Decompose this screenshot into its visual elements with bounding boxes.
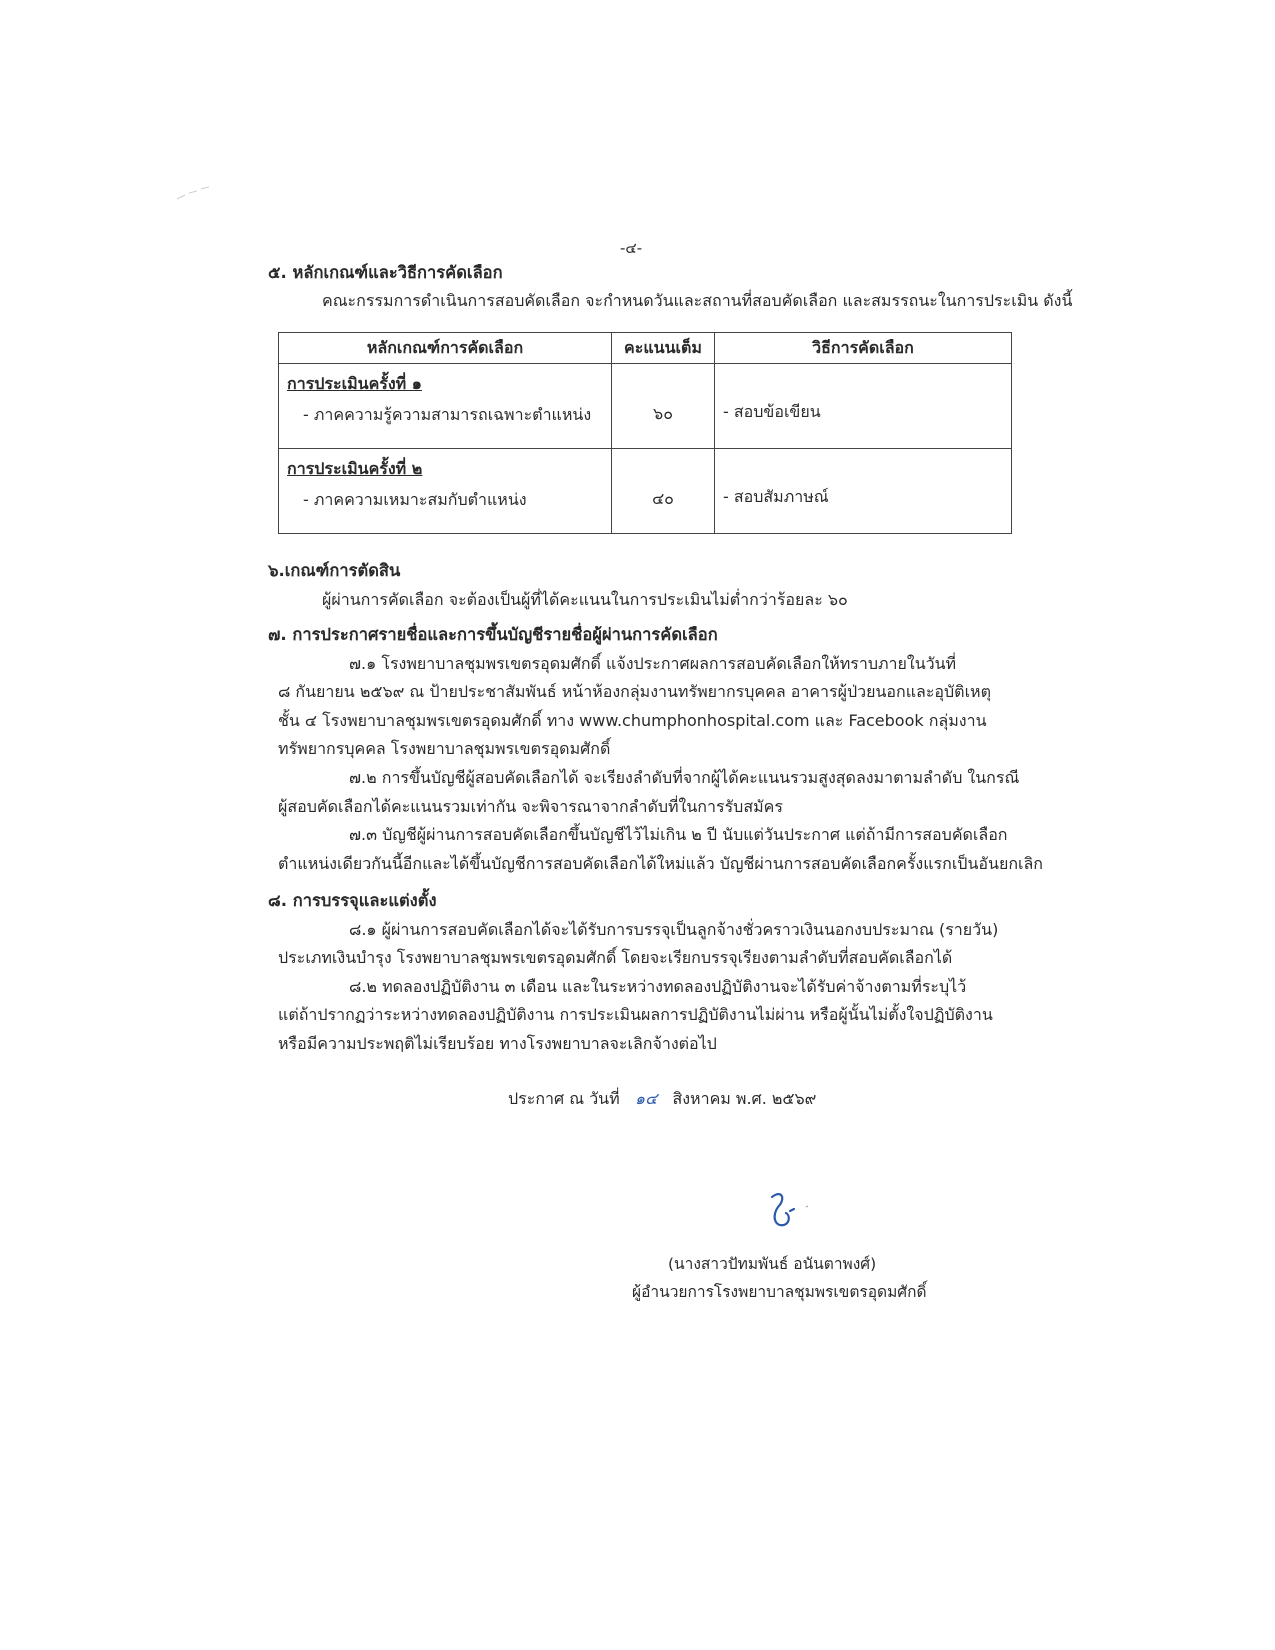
- section7-3-line: ๗.๓ บัญชีผู้ผ่านการสอบคัดเลือกขึ้นบัญชีไว้ไม่เกิน ๒ ปี นับแต่วันประกาศ แต่ถ้ามีการสอบคัดเลือก: [349, 825, 1008, 844]
- signatory-position: ผู้อำนวยการโรงพยาบาลชุมพรเขตรอุดมศักดิ์: [632, 1283, 927, 1301]
- section7-3-line: ตำแหน่งเดียวกันนี้อีกและได้ขึ้นบัญชีการสอบคัดเลือกได้ใหม่แล้ว บัญชีผ่านการสอบคัดเลือกครั้งแรกเป็นอันยกเลิก: [278, 854, 1043, 873]
- scan-smudge: [175, 185, 215, 205]
- announcement-suffix: สิงหาคม พ.ศ. ๒๕๖๙: [672, 1089, 817, 1108]
- table-header-row: [279, 333, 1012, 364]
- assessment-method: - สอบข้อเขียน: [723, 402, 821, 421]
- section7-heading: ๗. การประกาศรายชื่อและการขึ้นบัญชีรายชื่อผู้ผ่านการคัดเลือก: [268, 625, 718, 644]
- signatory-name: (นางสาวปัทมพันธ์ อนันตาพงศ์): [668, 1255, 877, 1273]
- announcement-date: [508, 1088, 816, 1110]
- section8-2-line: แต่ถ้าปรากฏว่าระหว่างทดลองปฏิบัติงาน การประเมินผลการปฏิบัติงานไม่ผ่าน หรือผู้นั้นไม่ตั้งใจปฏิบัติงาน: [278, 1005, 993, 1024]
- section6-text: ผู้ผ่านการคัดเลือก จะต้องเป็นผู้ที่ได้คะแนนในการประเมินไม่ต่ำกว่าร้อยละ ๖๐: [322, 590, 848, 609]
- section8-2-line: หรือมีความประพฤติไม่เรียบร้อย ทางโรงพยาบาลจะเลิกจ้างต่อไป: [278, 1034, 717, 1053]
- section6-heading: ๖.เกณฑ์การตัดสิน: [268, 561, 401, 580]
- assessment-title: การประเมินครั้งที่ ๒: [287, 459, 423, 478]
- section7-1-line: ๘ กันยายน ๒๕๖๙ ณ ป้ายประชาสัมพันธ์ หน้าห้องกลุ่มงานทรัพยากรบุคคล อาคารผู้ป่วยนอกและอุบัติเหตุ: [278, 682, 991, 701]
- table-row: [279, 449, 1012, 534]
- header-criteria: หลักเกณฑ์การคัดเลือก: [279, 333, 612, 364]
- section7-1-line: ทรัพยากรบุคคล โรงพยาบาลชุมพรเขตรอุดมศักดิ์: [278, 739, 611, 758]
- handwritten-signature: [760, 1185, 820, 1235]
- announcement-day: ๑๔: [634, 1089, 658, 1108]
- section8-2-line: ๘.๒ ทดลองปฏิบัติงาน ๓ เดือน และในระหว่างทดลองปฏิบัติงานจะได้รับค่าจ้างตามที่ระบุไว้: [349, 977, 967, 996]
- section7-2-line: ๗.๒ การขึ้นบัญชีผู้สอบคัดเลือกได้ จะเรียงลำดับที่จากผู้ได้คะแนนรวมสูงสุดลงมาตามลำดับ ในกรณี: [349, 768, 1020, 787]
- section5-intro: คณะกรรมการดำเนินการสอบคัดเลือก จะกำหนดวันและสถานที่สอบคัดเลือก และสมรรถนะในการประเมิน ดังนี้: [322, 291, 1073, 310]
- section7-1-line: ๗.๑ โรงพยาบาลชุมพรเขตรอุดมศักดิ์ แจ้งประกาศผลการสอบคัดเลือกให้ทราบภายในวันที่: [349, 654, 957, 673]
- header-full-score: คะแนนเต็ม: [612, 333, 715, 364]
- section8-heading: ๘. การบรรจุและแต่งตั้ง: [268, 891, 437, 910]
- assessment-item: - ภาคความเหมาะสมกับตำแหน่ง: [303, 490, 527, 509]
- criteria-table: [278, 332, 1012, 534]
- assessment-score: ๖๐: [653, 404, 673, 423]
- assessment-score: ๔๐: [652, 489, 674, 508]
- announcement-prefix: ประกาศ ณ วันที่: [508, 1089, 620, 1108]
- section7-2-line: ผู้สอบคัดเลือกได้คะแนนรวมเท่ากัน จะพิจารณาจากลำดับที่ในการรับสมัคร: [278, 797, 783, 816]
- section7-1-line: ชั้น ๔ โรงพยาบาลชุมพรเขตรอุดมศักดิ์ ทาง www.chumphonhospital.com และ Facebook กลุ่มงาน: [278, 711, 987, 730]
- assessment-title: การประเมินครั้งที่ ๑: [287, 374, 422, 393]
- assessment-item: - ภาคความรู้ความสามารถเฉพาะตำแหน่ง: [303, 405, 592, 424]
- section5-heading: ๕. หลักเกณฑ์และวิธีการคัดเลือก: [268, 263, 503, 282]
- assessment-method: - สอบสัมภาษณ์: [723, 487, 829, 506]
- page-number: -๔-: [620, 239, 643, 257]
- section8-1-line: ๘.๑ ผู้ผ่านการสอบคัดเลือกได้จะได้รับการบรรจุเป็นลูกจ้างชั่วคราวเงินนอกงบประมาณ (รายวัน): [349, 920, 999, 939]
- header-method: วิธีการคัดเลือก: [715, 333, 1012, 364]
- table-row: [279, 364, 1012, 449]
- section8-1-line: ประเภทเงินบำรุง โรงพยาบาลชุมพรเขตรอุดมศักดิ์ โดยจะเรียกบรรจุเรียงตามลำดับที่สอบคัดเลือกได้: [278, 948, 953, 967]
